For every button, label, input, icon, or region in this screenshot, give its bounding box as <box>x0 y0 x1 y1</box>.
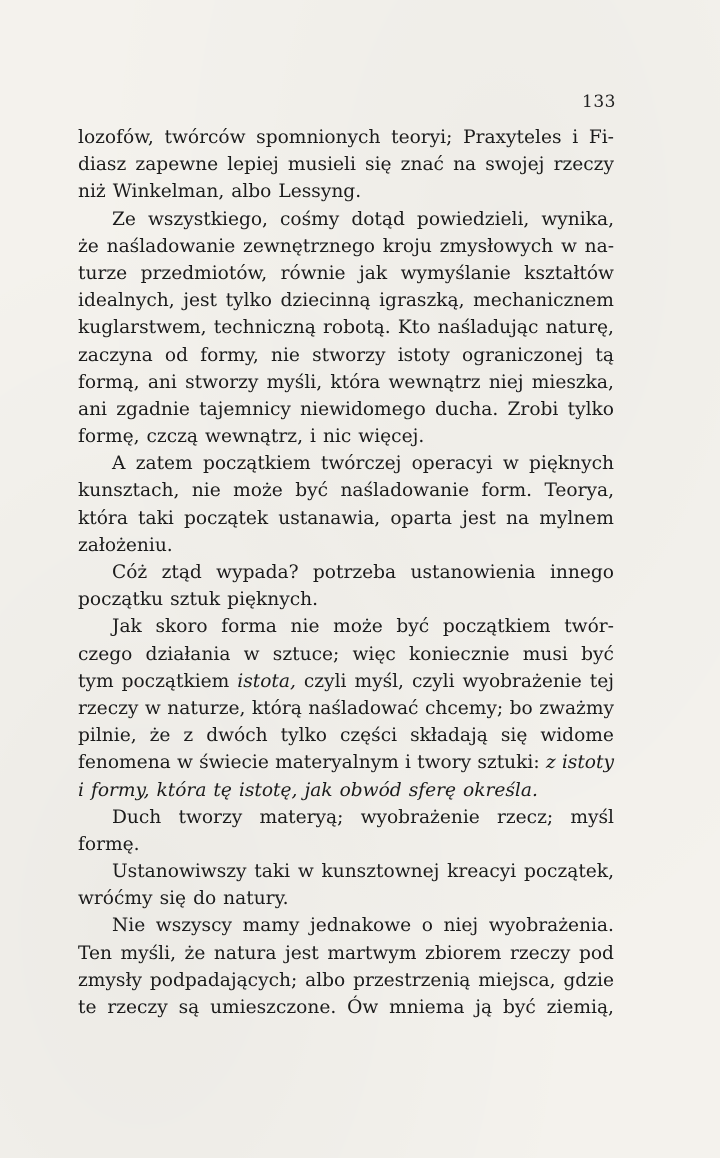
word: początkiem <box>121 670 230 692</box>
text-line <box>78 777 614 804</box>
word: twory <box>417 752 472 774</box>
text-line <box>78 749 614 776</box>
word: więcej. <box>358 426 425 448</box>
word: cośmy <box>280 208 340 230</box>
word: od <box>164 344 188 366</box>
word: tylko <box>225 290 272 312</box>
word: początkiem <box>202 453 311 475</box>
word: pilnie, <box>78 725 137 747</box>
word: tylko <box>280 725 327 747</box>
word: sztuce; <box>272 643 340 665</box>
word: musieli <box>287 154 356 176</box>
word: obwód <box>339 779 402 801</box>
word: gdzie <box>563 969 614 991</box>
word: zgadnie <box>116 398 190 420</box>
word: Lessyng. <box>278 181 362 203</box>
word: oparta <box>390 507 452 529</box>
word: koniecznie <box>409 643 510 665</box>
page-number: 133 <box>582 92 616 112</box>
word: zewnętrznego <box>243 235 375 257</box>
text-line <box>78 804 614 831</box>
word: że <box>78 235 99 257</box>
word: operacyi <box>411 453 493 475</box>
word: sferę <box>408 779 457 801</box>
word: Duch <box>112 806 162 828</box>
text-line <box>78 151 614 178</box>
word: formę, <box>78 426 140 448</box>
word: są <box>178 997 200 1018</box>
word: wynika, <box>541 208 614 230</box>
word: ją <box>475 997 493 1018</box>
word: przedmiotów, <box>140 262 268 284</box>
word: naturze, <box>167 697 246 719</box>
word: wszyscy <box>155 915 233 937</box>
word: składają <box>410 725 488 747</box>
word: że <box>149 725 171 747</box>
word: nie <box>270 344 300 366</box>
word: turze <box>78 262 128 284</box>
word: w <box>243 643 260 665</box>
word: zatem <box>135 453 193 475</box>
word: czyli <box>411 670 455 692</box>
word: naśladowanie <box>106 235 236 257</box>
word: ziemią, <box>546 997 614 1018</box>
word: skoro <box>155 616 208 638</box>
word: istoty <box>561 752 614 774</box>
word: zmysły <box>78 969 143 991</box>
text-line <box>78 477 614 504</box>
word: natura <box>213 942 277 964</box>
word: stworzy <box>312 344 386 366</box>
word: w <box>560 235 577 257</box>
word: tajemnicy <box>199 398 291 420</box>
word: może <box>233 480 283 502</box>
word: działania <box>145 643 231 665</box>
word: i <box>78 779 84 801</box>
word: części <box>339 725 398 747</box>
word: kształtów <box>524 262 614 284</box>
word: naśladowanie <box>340 480 470 502</box>
word: robotą. <box>323 317 391 339</box>
text-line <box>78 287 614 314</box>
word: rzeczy <box>78 697 139 719</box>
word: Ten <box>78 942 112 964</box>
word: istoty <box>397 344 450 366</box>
word: która <box>330 371 381 393</box>
word: pięknych. <box>227 589 319 611</box>
word: w <box>176 752 193 774</box>
text-line <box>78 260 614 287</box>
word: Fi- <box>588 127 614 148</box>
word: swojej <box>485 154 545 176</box>
word: na <box>453 154 477 176</box>
word: równie <box>280 262 346 284</box>
text-line <box>78 912 614 939</box>
word: ustanawia, <box>278 507 381 529</box>
word: wewnątrz <box>388 371 481 393</box>
word: nic <box>322 426 352 448</box>
word: chcemy; <box>424 697 504 719</box>
word: Ustanowiwszy <box>112 861 247 883</box>
text-line <box>78 641 614 668</box>
word: rzeczy <box>553 154 614 176</box>
word: zaczyna <box>78 344 153 366</box>
word: wróćmy <box>78 888 153 910</box>
text-line <box>78 831 614 858</box>
word: powiedzieli, <box>416 208 530 230</box>
word: wyobrażenie <box>360 806 480 828</box>
word: spomnionych <box>256 127 381 148</box>
word: Nie <box>112 915 146 937</box>
word: rzecz; <box>496 806 554 828</box>
word: Kto <box>397 317 431 339</box>
word: czego <box>78 643 133 665</box>
word: czyli <box>303 670 347 692</box>
text-line <box>78 532 614 559</box>
word: kroju <box>382 235 432 257</box>
word: pod <box>578 942 614 964</box>
text-line <box>78 423 614 450</box>
word: kunsztach, <box>78 480 180 502</box>
word: Zrobi <box>507 398 559 420</box>
word: wewnątrz, <box>205 426 303 448</box>
word: naśladować <box>308 697 419 719</box>
word: naturę, <box>545 317 614 339</box>
word: lepiej <box>227 154 279 176</box>
word: lozofów, <box>78 127 154 148</box>
word: twórców <box>164 127 246 148</box>
word: ustanowienia <box>410 562 536 583</box>
word: nie <box>191 480 221 502</box>
word: na <box>506 507 530 529</box>
word: albo <box>305 969 346 991</box>
word: tej <box>589 670 614 692</box>
word: ztąd <box>161 562 202 583</box>
word: form. <box>481 480 533 502</box>
word: myśli, <box>266 371 323 393</box>
word: może <box>333 616 383 638</box>
word: mniema <box>389 997 465 1018</box>
text-line <box>78 695 614 722</box>
word: zapewne <box>135 154 219 176</box>
word: te <box>78 997 97 1018</box>
word: znać <box>400 154 444 176</box>
word: zważmy <box>539 697 614 719</box>
word: kuglarstwem, <box>78 317 207 339</box>
word: myśl, <box>354 670 404 692</box>
word: czczą <box>146 426 199 448</box>
text-line <box>78 559 614 586</box>
text-line <box>78 994 614 1021</box>
word: widome <box>540 725 614 747</box>
word: wszystkiego, <box>147 208 268 230</box>
word: w <box>297 861 314 883</box>
word: twór- <box>564 616 614 638</box>
word: mamy <box>242 915 300 937</box>
word: która <box>156 779 207 801</box>
word: z <box>545 752 556 774</box>
word: sztuk <box>170 589 221 611</box>
word: formą, <box>78 371 140 393</box>
word: nie <box>290 616 320 638</box>
word: jest <box>462 507 496 529</box>
word: istota, <box>237 670 296 692</box>
word: jak <box>359 262 388 284</box>
word: początek, <box>523 861 614 883</box>
word: mieszka, <box>531 371 614 393</box>
word: wyobrażenia. <box>488 915 614 937</box>
word: zmysłowych <box>439 235 554 257</box>
word: podpadających; <box>149 969 298 991</box>
word: niej <box>443 915 479 937</box>
word: naśladując <box>437 317 539 339</box>
word: początek <box>183 507 269 529</box>
word: Winkelman, <box>112 181 225 203</box>
word: i <box>310 426 316 448</box>
word: teoryi; <box>391 127 453 148</box>
text-line <box>78 722 614 749</box>
word: dwóch <box>206 725 268 747</box>
word: i <box>572 127 579 148</box>
word: być <box>502 997 536 1018</box>
word: wymyślanie <box>400 262 511 284</box>
word: materyalnym <box>275 752 399 774</box>
word: jest <box>284 942 319 964</box>
word: sztuki: <box>477 752 540 774</box>
word: do <box>193 888 217 910</box>
text-line <box>78 613 614 640</box>
word: na- <box>584 235 614 257</box>
word: twórczej <box>320 453 402 475</box>
word: i <box>405 752 411 774</box>
word: wypada? <box>216 562 299 583</box>
word: zbiorem <box>425 942 502 964</box>
word: umieszczone. <box>210 997 337 1018</box>
word: dziecinną <box>280 290 371 312</box>
text-line <box>78 178 614 205</box>
word: myśli, <box>120 942 176 964</box>
word: bo <box>509 697 533 719</box>
word: musi <box>522 643 568 665</box>
word: się <box>365 154 392 176</box>
text-line <box>78 885 614 912</box>
text-line <box>78 124 614 151</box>
text-line <box>78 233 614 260</box>
word: więc <box>352 643 396 665</box>
text-line <box>78 940 614 967</box>
word: Teorya, <box>544 480 614 502</box>
word: mylnem <box>539 507 614 529</box>
body-text <box>78 124 614 1021</box>
word: niż <box>78 181 106 203</box>
word: tworzy <box>178 806 243 828</box>
word: Praxyteles <box>463 127 562 148</box>
word: niej <box>488 371 524 393</box>
word: istotę, <box>238 779 298 801</box>
word: założeniu. <box>78 534 173 556</box>
word: rzeczy <box>509 942 571 964</box>
word: ani <box>147 371 177 393</box>
word: fenomena <box>78 752 171 774</box>
word: jednakowe <box>310 915 412 937</box>
text-line <box>78 450 614 477</box>
word: Ze <box>112 208 136 230</box>
word: wyobrażenie <box>462 670 582 692</box>
word: Cóż <box>112 562 148 583</box>
word: forma <box>221 616 277 638</box>
text-line <box>78 342 614 369</box>
word: jak <box>304 779 333 801</box>
word: w <box>144 697 161 719</box>
word: niewidomego <box>300 398 426 420</box>
text-line <box>78 858 614 885</box>
word: taki <box>254 861 291 883</box>
word: jest <box>183 290 218 312</box>
text-line <box>78 505 614 532</box>
word: A <box>112 453 126 475</box>
word: ani <box>78 398 108 420</box>
word: dotąd <box>351 208 405 230</box>
text-line <box>78 586 614 613</box>
word: ducha. <box>435 398 499 420</box>
word: być <box>396 616 430 638</box>
text-line <box>78 369 614 396</box>
text-line <box>78 314 614 341</box>
word: rzeczy <box>107 997 168 1018</box>
word: tym <box>78 670 114 692</box>
word: formy, <box>90 779 150 801</box>
word: taki <box>138 507 174 529</box>
word: natury. <box>223 888 289 910</box>
word: się <box>159 888 187 910</box>
word: innego <box>549 562 614 583</box>
word: tę <box>213 779 232 801</box>
word: Jak <box>112 616 142 638</box>
word: miejsca, <box>478 969 556 991</box>
word: określa. <box>463 779 538 801</box>
word: materyą; <box>259 806 344 828</box>
word: stworzy <box>185 371 259 393</box>
word: Ów <box>347 997 379 1018</box>
word: przestrzenią <box>353 969 471 991</box>
word: która <box>78 507 128 529</box>
text-line <box>78 668 614 695</box>
word: być <box>581 643 614 665</box>
word: którą <box>251 697 302 719</box>
word: początku <box>78 589 164 611</box>
text-line <box>78 206 614 233</box>
word: o <box>421 915 433 937</box>
word: z <box>183 725 194 747</box>
word: potrzeba <box>312 562 397 583</box>
word: martwym <box>327 942 417 964</box>
word: albo <box>231 181 272 203</box>
word: pięknych <box>528 453 614 475</box>
word: ograniczonej <box>462 344 584 366</box>
word: diasz <box>78 154 127 176</box>
word: że <box>184 942 206 964</box>
word: być <box>295 480 329 502</box>
word: igraszką, <box>379 290 465 312</box>
word: myśl <box>570 806 614 828</box>
text-line <box>78 967 614 994</box>
word: świecie <box>199 752 269 774</box>
word: mechanicznem <box>473 290 614 312</box>
word: idealnych, <box>78 290 175 312</box>
word: tylko <box>567 398 614 420</box>
word: w <box>502 453 519 475</box>
word: tą <box>595 344 614 366</box>
word: kreacyi <box>447 861 517 883</box>
word: formę. <box>78 833 140 855</box>
word: początkiem <box>442 616 551 638</box>
word: techniczną <box>213 317 316 339</box>
text-line <box>78 396 614 423</box>
word: się <box>500 725 528 747</box>
word: kunsztownej <box>321 861 440 883</box>
word: formy, <box>200 344 259 366</box>
